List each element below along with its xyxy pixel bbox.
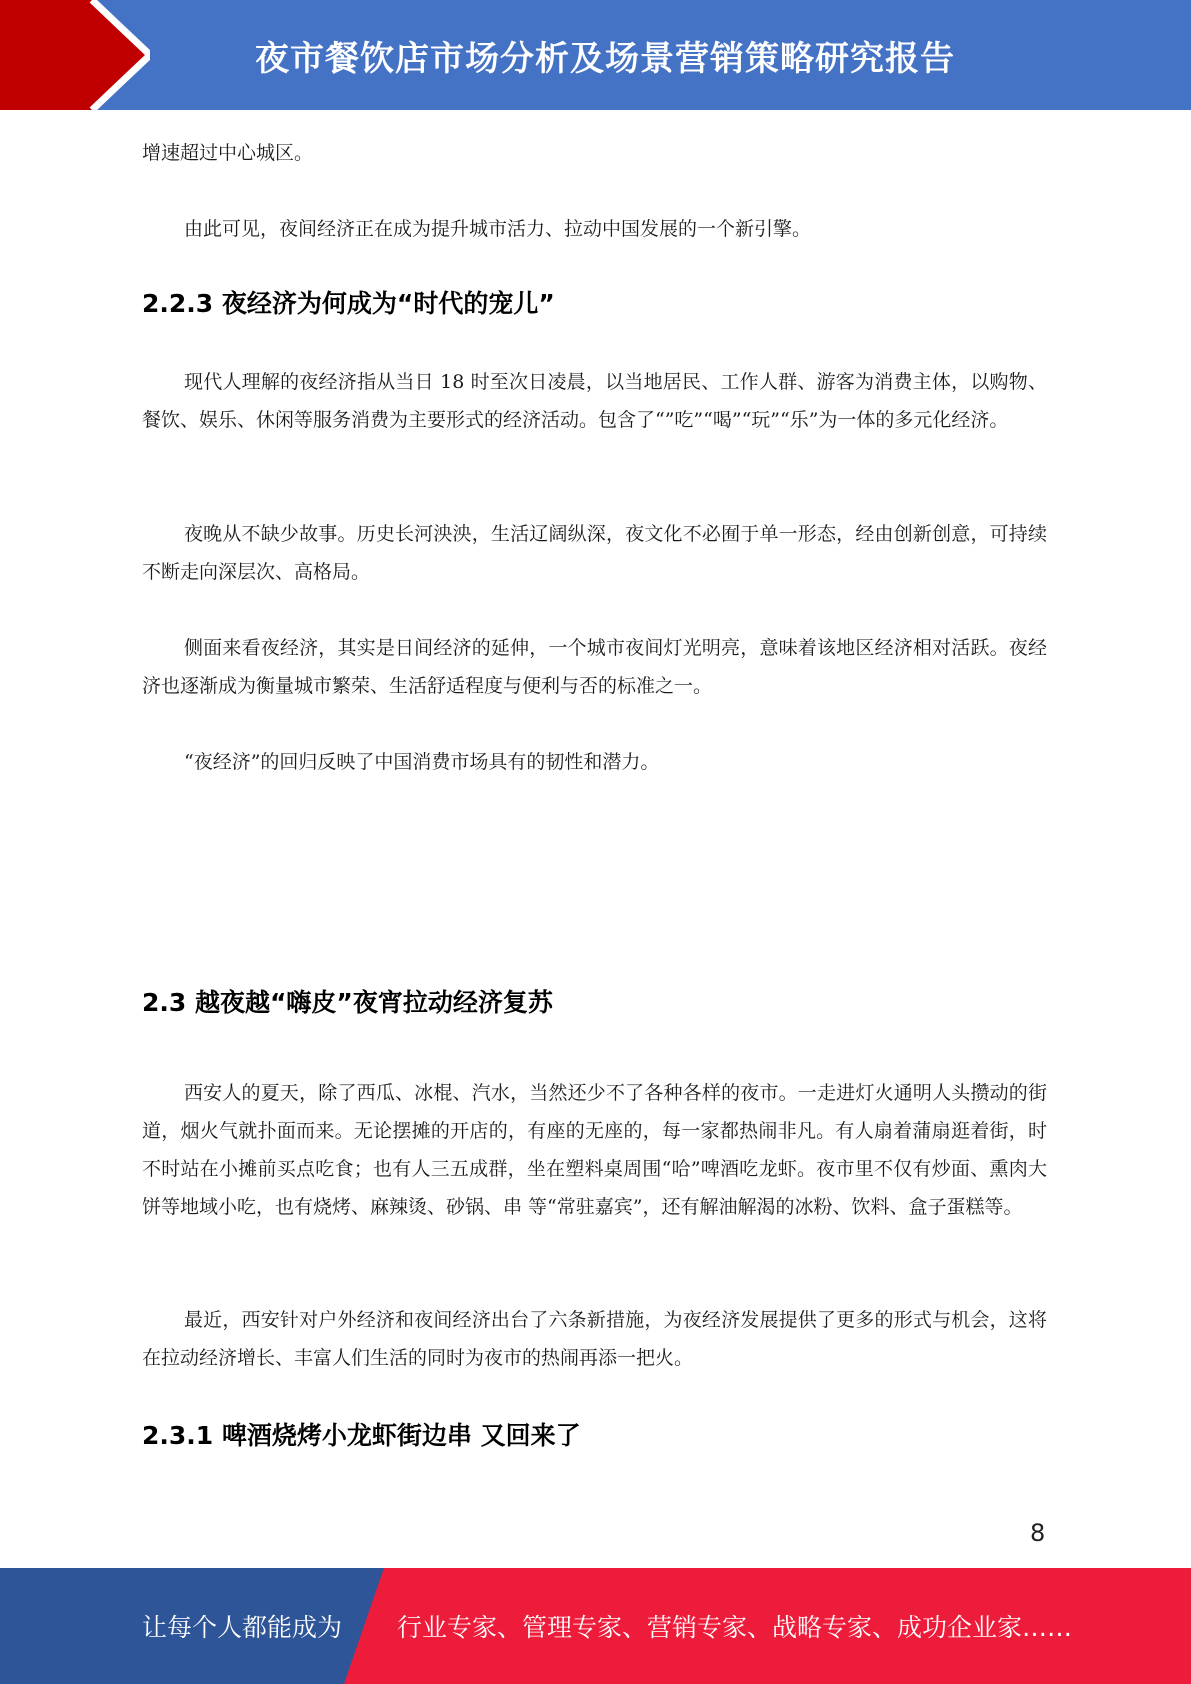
paragraph: 增速超过中心城区。 (142, 142, 314, 164)
paragraph: 西安人的夏天，除了西瓜、冰棍、汽水，当然还少不了各种各样的夜市。一走进灯火通明人头攒动的街道，烟火气就扑面而来。无论摆摊的开店的，有座的无座的，每一家都热闹非凡。有人扇着蒲扇逛着街，时不时站在小摊前买点吃食；也有人三五成群，坐在塑料桌周围“哈”啤酒吃龙虾。夜市里不仅有炒面、熏肉大饼等地域小吃，也有烧烤、麻辣烫、砂锅、串 等“常驻嘉宾”，还有解油解渴的冰粉、饮料、盒子蛋糕等。 (142, 1082, 1047, 1218)
footer-slogan-right: 行业专家、管理专家、营销专家、战略专家、成功企业家…… (397, 1613, 1073, 1642)
paragraph: “夜经济”的回归反映了中国消费市场具有的韧性和潜力。 (184, 751, 660, 773)
paragraph: 夜晚从不缺少故事。历史长河泱泱，生活辽阔纵深，夜文化不必囿于单一形态，经由创新创意，可持续不断走向深层次、高格局。 (142, 523, 1047, 583)
paragraph: 最近，西安针对户外经济和夜间经济出台了六条新措施，为夜经济发展提供了更多的形式与机会，这将在拉动经济增长、丰富人们生活的同时为夜市的热闹再添一把火。 (142, 1309, 1047, 1369)
paragraph: 侧面来看夜经济，其实是日间经济的延伸，一个城市夜间灯光明亮，意味着该地区经济相对活跃。夜经济也逐渐成为衡量城市繁荣、生活舒适程度与便利与否的标准之一。 (142, 637, 1047, 697)
footer-slogan-left: 让每个人都能成为 (142, 1613, 343, 1642)
paragraph: 由此可见，夜间经济正在成为提升城市活力、拉动中国发展的一个新引擎。 (184, 218, 812, 240)
section-heading-2-3: 2.3 越夜越“嗨皮”夜宵拉动经济复苏 (142, 988, 553, 1017)
section-heading-2-2-3: 2.2.3 夜经济为何成为“时代的宠儿” (142, 289, 555, 318)
header-banner (0, 0, 1191, 110)
section-heading-2-3-1: 2.3.1 啤酒烧烤小龙虾街边串 又回来了 (142, 1421, 581, 1450)
paragraph: 现代人理解的夜经济指从当日 18 时至次日凌晨，以当地居民、工作人群、游客为消费主体，以购物、餐饮、娱乐、休闲等服务消费为主要形式的经济活动。包含了“”吃”“喝”“玩”“乐”为一体的多元化经济。 (142, 371, 1047, 431)
report-title: 夜市餐饮店市场分析及场景营销策略研究报告 (255, 38, 955, 79)
footer-banner (0, 1568, 1191, 1684)
page-number: 8 (1030, 1519, 1046, 1547)
